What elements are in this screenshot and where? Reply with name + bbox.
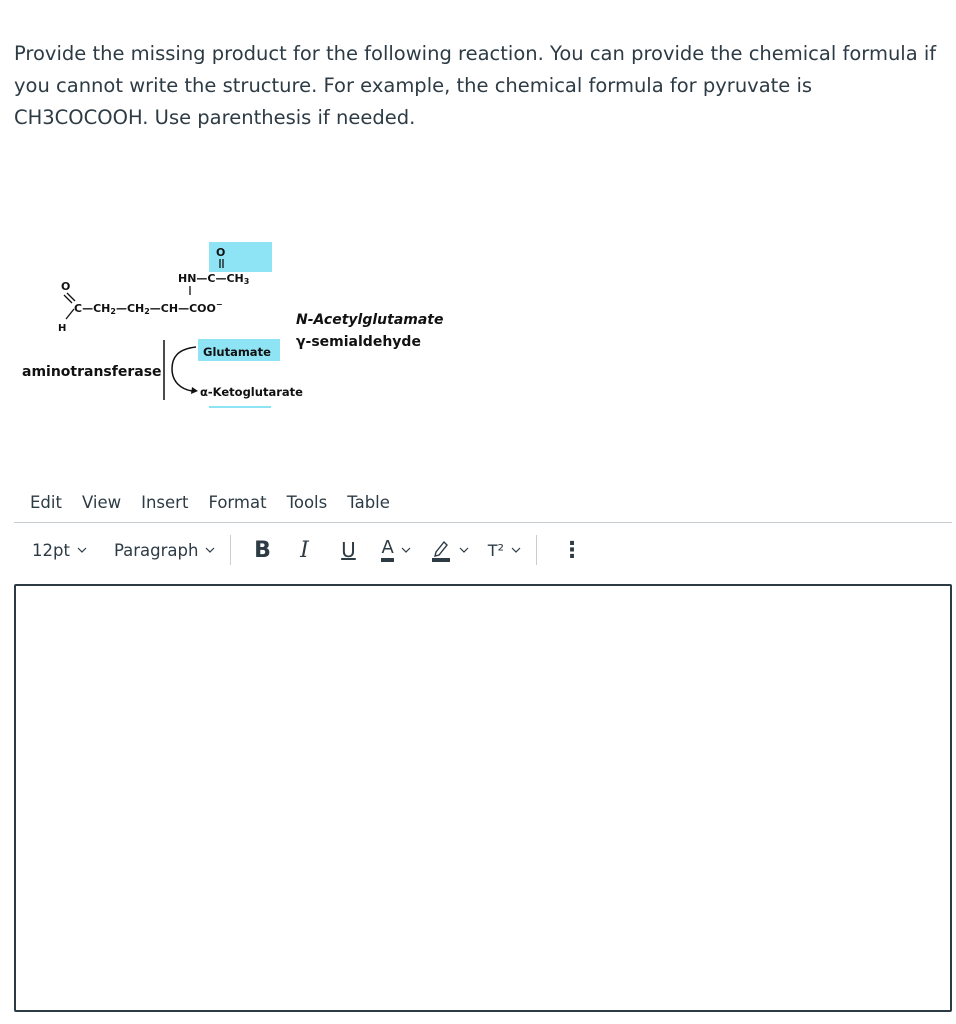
- product-line-1: N-Acetylglutamate: [296, 312, 444, 328]
- backbone: C—CH2—CH2—CH—COO−: [74, 300, 223, 316]
- highlight-color-button[interactable]: [424, 533, 476, 567]
- answer-editor[interactable]: [14, 584, 952, 1012]
- menu-table[interactable]: Table: [347, 493, 390, 512]
- chevron-down-icon: [204, 544, 216, 556]
- superscript-button[interactable]: [482, 533, 528, 567]
- glutamate-label: Glutamate: [203, 345, 271, 359]
- acetyl-carbonyl-o: O: [216, 246, 226, 259]
- chevron-down-icon: [458, 544, 470, 556]
- menu-view[interactable]: View: [81, 493, 122, 512]
- menu-tools[interactable]: Tools: [286, 493, 328, 512]
- ketoglutarate-label: α-Ketoglutarate: [200, 385, 303, 399]
- acetyl-group: HN—C—CH3: [178, 272, 250, 286]
- text-color-icon: A: [381, 538, 393, 562]
- reaction-diagram: [0, 235, 460, 420]
- keto-highlight: [209, 406, 271, 408]
- menu-insert[interactable]: Insert: [141, 493, 189, 512]
- toolbar-divider: [230, 535, 231, 565]
- aldehyde-o: O: [61, 280, 71, 293]
- font-size-value: 12pt: [32, 540, 70, 560]
- bold-button[interactable]: B: [254, 537, 271, 563]
- more-options-button[interactable]: ⋮: [560, 537, 583, 563]
- font-size-select[interactable]: [26, 533, 94, 567]
- editor-menubar: [14, 484, 952, 523]
- highlighter-icon: [430, 538, 452, 562]
- italic-button[interactable]: I: [300, 537, 309, 563]
- aldehyde-h: H: [58, 323, 67, 334]
- reaction-figure: [0, 235, 460, 420]
- menu-format[interactable]: Format: [208, 493, 267, 512]
- chevron-down-icon: [400, 544, 412, 556]
- coupled-reaction-arrow: [172, 347, 196, 391]
- menu-edit[interactable]: Edit: [30, 493, 62, 512]
- chevron-down-icon: [510, 544, 522, 556]
- block-format-value: Paragraph: [113, 540, 199, 560]
- question-text: Provide the missing product for the following reaction. You can provide the chemical formula if you cannot write the structure. For example, the chemical formula for pyruvate is CH3COCOOH. Use parenthesis if needed.: [14, 42, 937, 129]
- product-line-2: γ-semialdehyde: [296, 334, 421, 350]
- block-format-select[interactable]: [108, 533, 223, 567]
- enzyme-label: aminotransferase: [22, 364, 162, 380]
- editor-toolbar: [14, 528, 952, 572]
- text-color-button[interactable]: [375, 533, 417, 567]
- underline-button[interactable]: U: [341, 538, 356, 562]
- superscript-icon: T²: [487, 540, 504, 560]
- toolbar-divider: [536, 535, 537, 565]
- aldehyde-h-bond: [66, 309, 74, 319]
- coupled-arrow-head: [191, 387, 198, 394]
- chevron-down-icon: [76, 544, 88, 556]
